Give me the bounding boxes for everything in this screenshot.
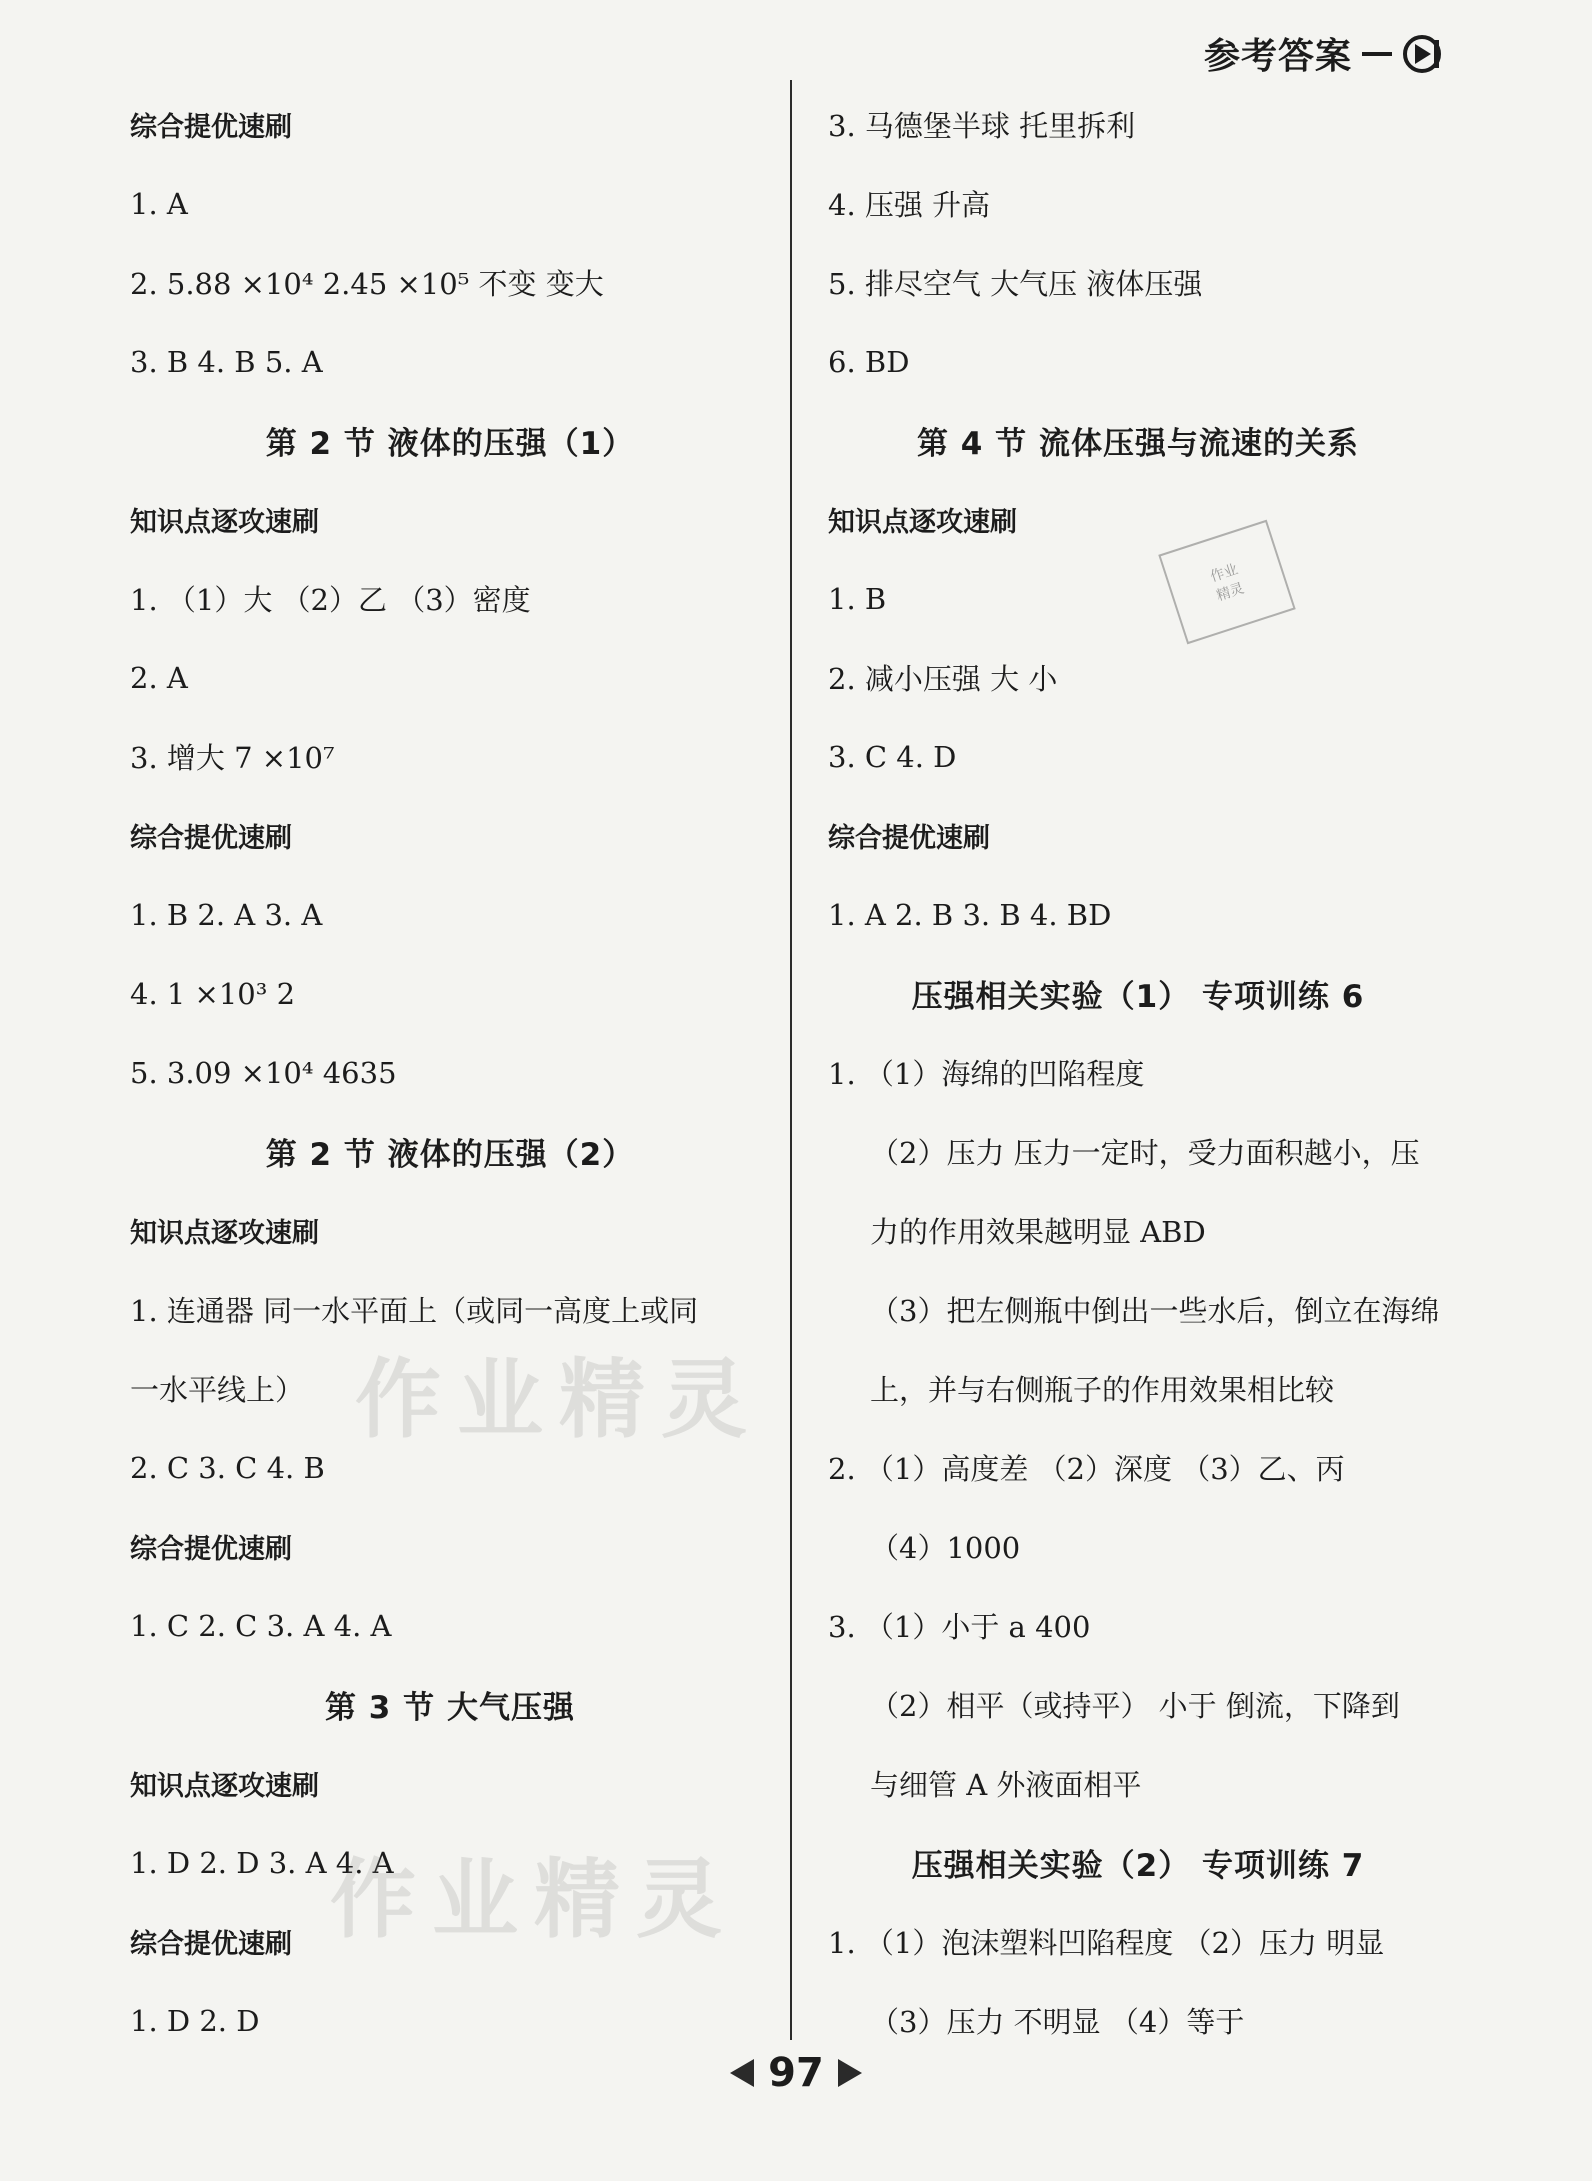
triangle-right-icon (838, 2059, 862, 2087)
page-number (0, 2050, 1592, 2096)
answer-line: 1. A 2. B 3. B 4. BD (828, 897, 1112, 932)
answer-line: 1. B 2. A 3. A (130, 897, 323, 932)
answer-line: 5. 3.09 ×10⁴ 4635 (130, 1055, 397, 1090)
answer-line: 2. A (130, 660, 188, 695)
header-dash (1362, 52, 1392, 56)
answer-line: 3. （1）小于 a 400 (828, 1610, 1091, 1644)
section-title: 压强相关实验（1） 专项训练 6 (911, 979, 1365, 1015)
section-title: 第 2 节 液体的压强（1） (265, 426, 635, 462)
answer-line: 4. 压强 升高 (828, 188, 991, 222)
header-title: 参考答案 (1203, 36, 1352, 77)
answer-line: 4. 1 ×10³ 2 (130, 976, 296, 1011)
play-arrow-icon (1402, 34, 1442, 74)
answer-line: 3. C 4. D (828, 739, 957, 774)
answer-line: 1. C 2. C 3. A 4. A (130, 1608, 392, 1643)
answer-line-indented: （2）压力 压力一定时，受力面积越小，压 (870, 1136, 1420, 1170)
answer-line: 1. D 2. D (130, 2003, 260, 2038)
answer-line-indented: 力的作用效果越明显 ABD (870, 1215, 1206, 1249)
answer-line: 3. 增大 7 ×10⁷ (130, 741, 335, 775)
answer-line-indented: （2）相平（或持平） 小于 倒流，下降到 (870, 1689, 1400, 1723)
watermark: 作业精灵 (355, 1350, 763, 1450)
stamp-seal: 作业 精灵 (1158, 520, 1295, 645)
answer-line: 2. 5.88 ×10⁴ 2.45 ×10⁵ 不变 变大 (130, 267, 604, 301)
answer-line-indented: 上，并与右侧瓶子的作用效果相比较 (870, 1373, 1335, 1407)
subsection-heading: 综合提优速刷 (130, 1534, 292, 1565)
subsection-heading: 知识点逐攻速刷 (130, 1771, 319, 1802)
subsection-heading: 知识点逐攻速刷 (130, 1218, 319, 1249)
answer-line-indented: （4）1000 (870, 1531, 1021, 1565)
section-title: 第 2 节 液体的压强（2） (265, 1137, 635, 1173)
answer-line: 2. 减小压强 大 小 (828, 662, 1058, 696)
answer-line-continued: 一水平线上） (130, 1373, 305, 1407)
answer-line: 5. 排尽空气 大气压 液体压强 (828, 267, 1203, 301)
section-title: 压强相关实验（2） 专项训练 7 (911, 1848, 1365, 1884)
right-column (828, 85, 1468, 2060)
section-title: 第 3 节 大气压强 (325, 1690, 575, 1726)
answer-line-indented: （3）把左侧瓶中倒出一些水后，倒立在海绵 (870, 1294, 1440, 1328)
column-divider (790, 80, 792, 2040)
subsection-heading: 综合提优速刷 (130, 1929, 292, 1960)
answer-line: 3. B 4. B 5. A (130, 344, 323, 379)
answer-line: 1. D 2. D 3. A 4. A (130, 1845, 394, 1880)
answer-line: 1. A (130, 186, 188, 221)
left-column (130, 85, 790, 2060)
answer-line: 1. （1）大 （2）乙 （3）密度 (130, 583, 531, 617)
answer-line: 1. （1）海绵的凹陷程度 (828, 1057, 1145, 1091)
page-header (1204, 28, 1442, 79)
subsection-heading: 综合提优速刷 (130, 823, 292, 854)
answer-line: 2. C 3. C 4. B (130, 1450, 325, 1485)
subsection-heading: 综合提优速刷 (828, 823, 990, 854)
answer-line: 3. 马德堡半球 托里拆利 (828, 109, 1136, 143)
page-number-text: 97 (768, 2050, 824, 2096)
subsection-heading: 知识点逐攻速刷 (130, 507, 319, 538)
answer-line: 1. （1）泡沫塑料凹陷程度 （2）压力 明显 (828, 1926, 1385, 1960)
triangle-left-icon (730, 2059, 754, 2087)
answer-line: 1. 连通器 同一水平面上（或同一高度上或同 (130, 1294, 699, 1328)
answer-line: 2. （1）高度差 （2）深度 （3）乙、丙 (828, 1452, 1345, 1486)
section-title: 第 4 节 流体压强与流速的关系 (917, 426, 1359, 462)
answer-line-indented: 与细管 A 外液面相平 (870, 1768, 1142, 1802)
answer-line: 6. BD (828, 344, 910, 379)
subsection-heading: 综合提优速刷 (130, 112, 292, 143)
answer-line: 1. B (828, 581, 887, 616)
answer-line-indented: （3）压力 不明显 （4）等于 (870, 2005, 1245, 2039)
subsection-heading: 知识点逐攻速刷 (828, 507, 1017, 538)
watermark: 作业精灵 (330, 1850, 738, 1950)
